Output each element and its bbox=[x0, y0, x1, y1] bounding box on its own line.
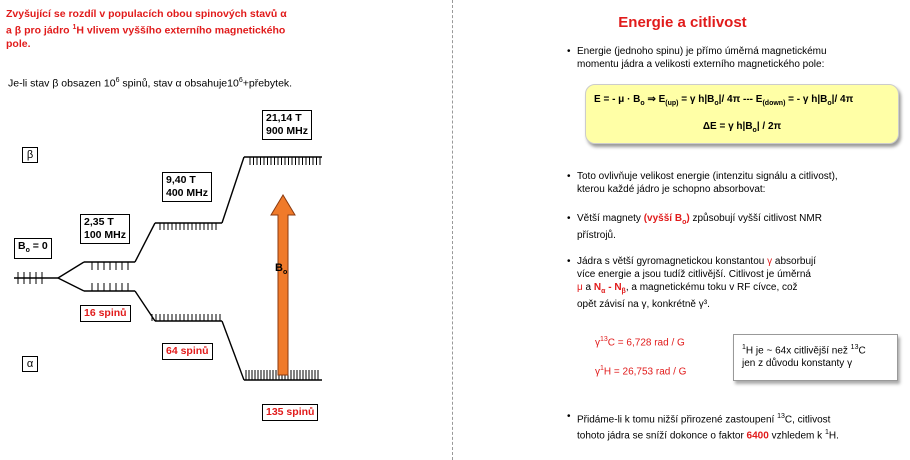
formula-energy-levels: E = - $\mu \cdot B_o$ ⇒ $E_{(up)} = \gamma$ $h|B_o|/$ 4π --- $E_{(down)}$ = - γ $h|B_o|/$ 4π bbox=[594, 94, 854, 107]
field-100mhz-box: 2,35 T 100 MHz bbox=[80, 214, 130, 244]
bullet-magnets: • Větší magnety (vyšší $B_o$) způsobují vyšší citlivost NMR přístrojů. bbox=[567, 213, 822, 241]
right-slide bbox=[455, 0, 910, 460]
left-slide bbox=[0, 0, 452, 460]
beta-state-label: β bbox=[22, 147, 38, 163]
gamma-h1: $\gamma^1H = 26,753$ rad / G bbox=[595, 365, 687, 378]
field-400mhz-box: 9,40 T 400 MHz bbox=[162, 172, 212, 202]
arrow-b0-label: $B_o$ bbox=[275, 262, 288, 277]
alpha-state-label: α bbox=[22, 356, 38, 372]
spins-135-box: 135 spinů bbox=[262, 404, 318, 421]
b0-zero-box: $B_o = 0$ bbox=[14, 238, 52, 259]
bullet-gyromagnetic: • Jádra s větší gyromagnetickou konstantou γ absorbují více energie a jsou tudíž citlivější. Citlivost je úměrná μ a $N_\alpha - N_\beta$, a magnetickému toku v RF cívce, což opět závisí na γ, konkrétně γ³. bbox=[567, 256, 817, 310]
gamma-c13: $\gamma^{13}C = 6,728$ rad / G bbox=[595, 336, 685, 349]
slide-title: Energie a citlivost bbox=[618, 14, 747, 31]
bullet-intensity: • Toto ovlivňuje velikost energie (intenzitu signálu a citlivost), kterou každé jádro je schopno absorbovat: bbox=[567, 171, 838, 195]
b0-arrow bbox=[271, 195, 295, 375]
field-900mhz-box: 21,14 T 900 MHz bbox=[262, 110, 312, 140]
spins-64-box: 64 spinů bbox=[162, 343, 213, 360]
formula-delta-e: ΔE = γ $h|B_o| / 2\pi$ bbox=[702, 121, 782, 134]
bullet-natural-abundance: • Přidáme-li k tomu nižší přirozené zastoupení $^{13}$C, citlivost tohoto jádra se sníží dokonce o faktor 6400 vzhledem k $^1$H. bbox=[567, 411, 839, 442]
sensitivity-note-box: $^1$H je ~ 64x citlivější než $^{13}$C jen z důvodu konstanty γ bbox=[733, 334, 898, 381]
energy-formula-box bbox=[585, 84, 899, 144]
slide-divider bbox=[452, 0, 453, 460]
left-subtitle: Je-li stav β obsazen $10^6$ spinů, stav α $obsahuje10^6+přebytek$. bbox=[8, 77, 293, 90]
bullet-energy: • Energie (jednoho spinu) je přímo úměrná magnetickému momentu jádra a velikosti externího magnetického pole: bbox=[567, 46, 827, 70]
spins-16-box: 16 spinů bbox=[80, 305, 131, 322]
energy-level-diagram bbox=[0, 0, 452, 460]
left-heading: Zvyšující se rozdíl v populacích obou spinových stavů α a β pro jádro $^1$H vlivem vyššího externího magnetického pole. bbox=[6, 8, 287, 50]
